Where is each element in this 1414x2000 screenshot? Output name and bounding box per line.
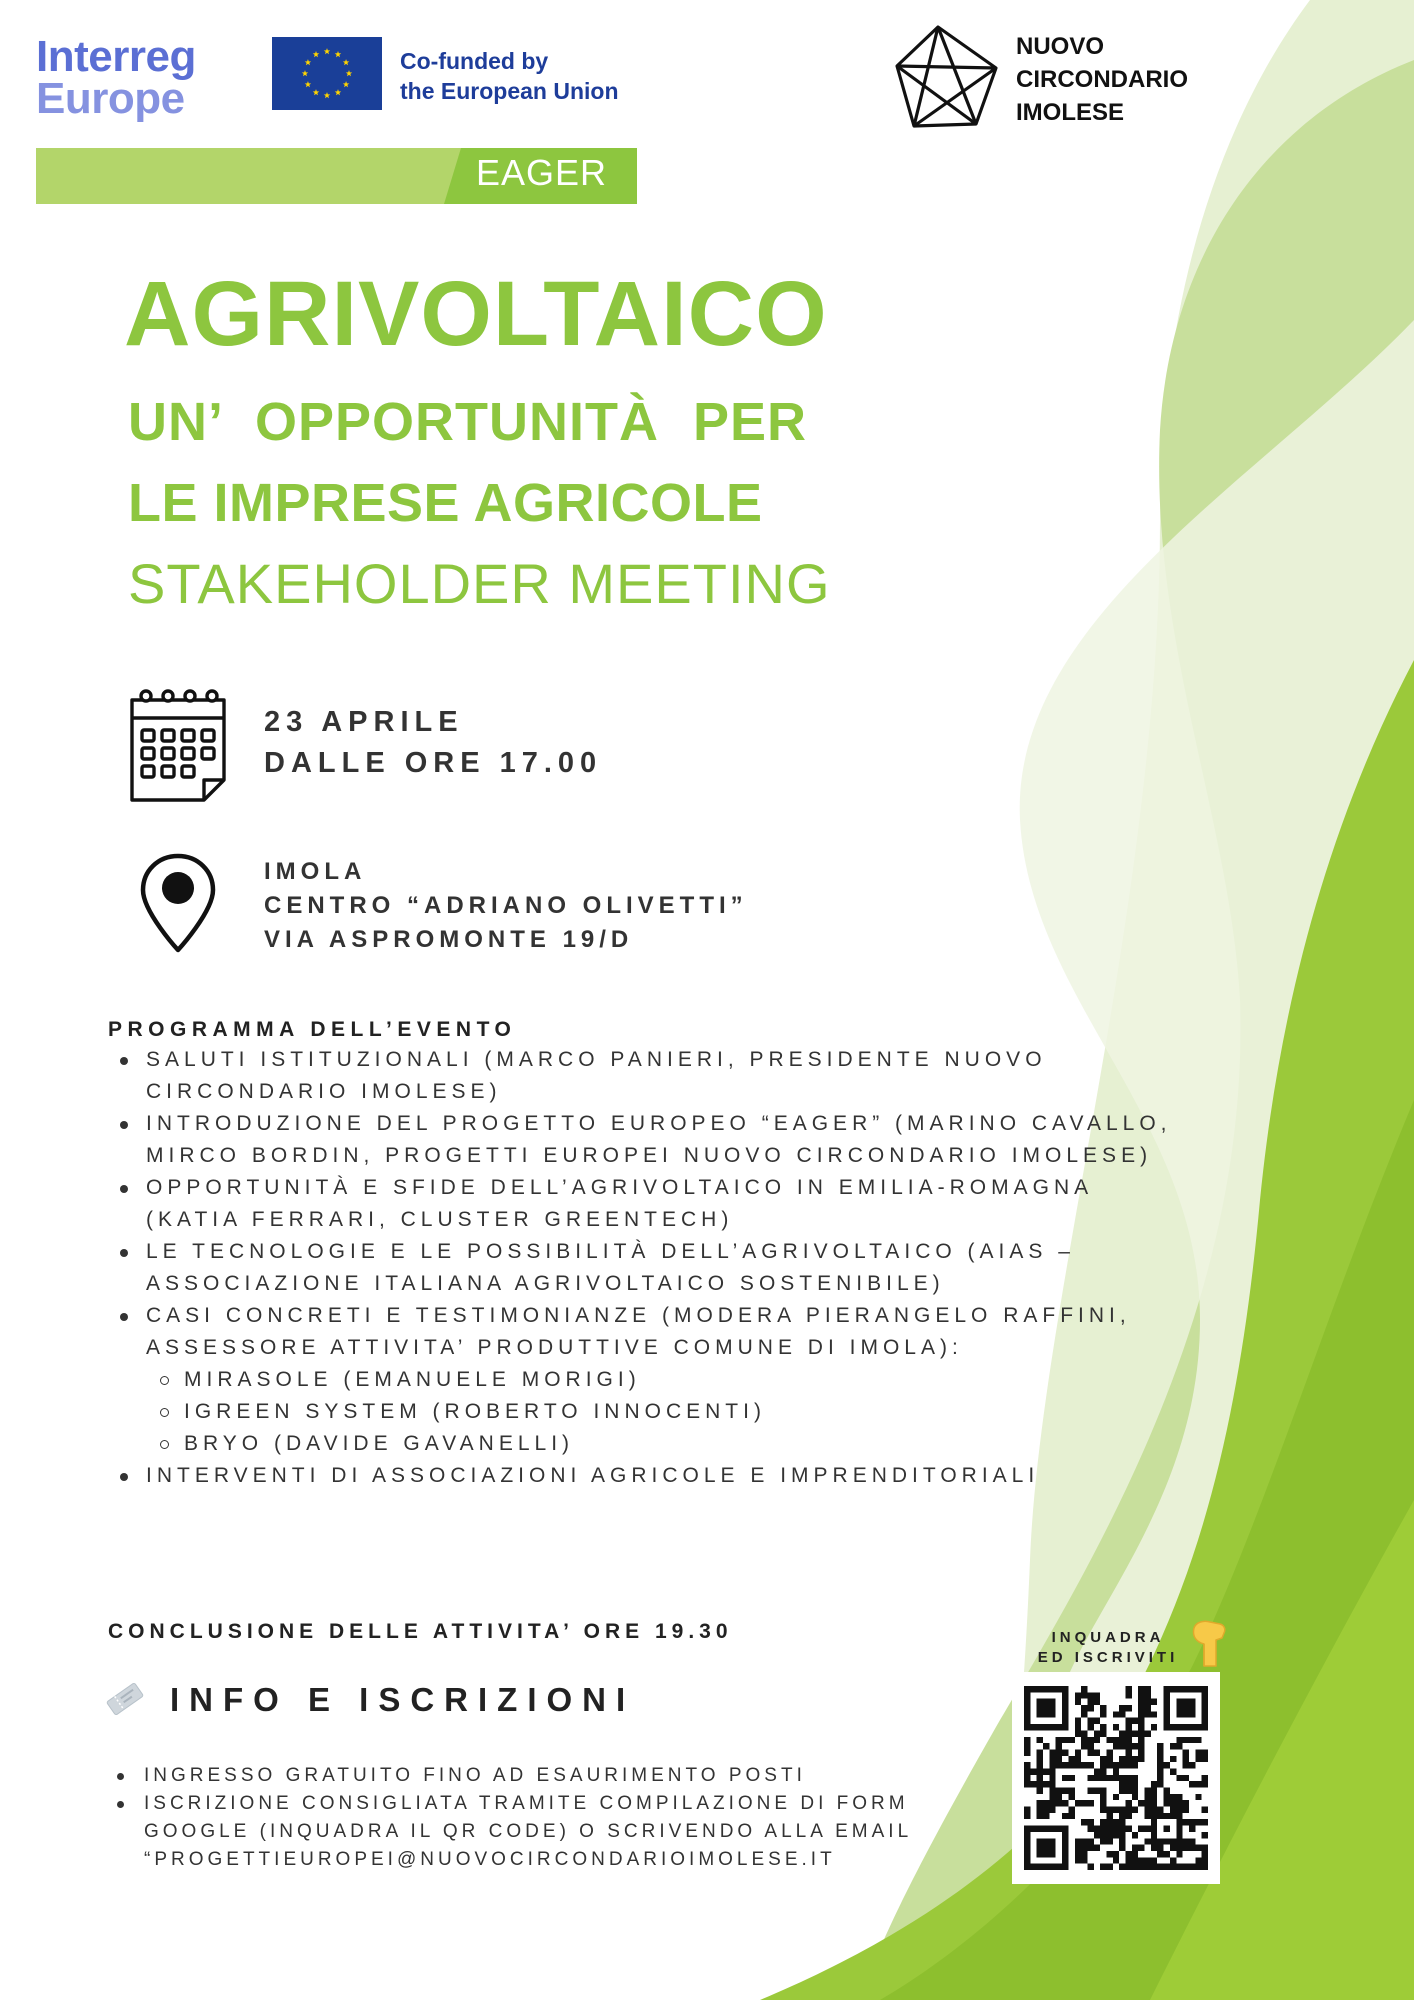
programme-item: CASI CONCRETI E TESTIMONIANZE (MODERA PIERANGELO RAFFINI, ASSESSORE ATTIVITA’ PRODUTTIVE COMUNE DI IMOLA): [114,1300,1174,1364]
programme-title: PROGRAMMA DELL’EVENTO [108,1018,517,1041]
info-item: ISCRIZIONE CONSIGLIATA TRAMITE COMPILAZIONE DI FORM GOOGLE (INQUADRA IL QR CODE) O SCRIVENDO ALLA EMAIL “PROGETTIEUROPEI@NUOVOCIRCONDARIOIMOLESE.IT [112,1790,912,1874]
org-line1: NUOVO [1016,33,1105,60]
cofunded-text [400,46,619,106]
programme-item: INTRODUZIONE DEL PROGETTO EUROPEO “EAGER” (MARINO CAVALLO, MIRCO BORDIN, PROGETTI EUROPEI NUOVO CIRCONDARIO IMOLESE) [114,1108,1174,1172]
europe-wordmark: Europe [36,73,185,123]
info-title: INFO E ISCRIZIONI [170,1681,636,1718]
eu-flag-icon [272,37,382,110]
event-location [264,855,748,957]
info-item: INGRESSO GRATUITO FINO AD ESAURIMENTO POSTI [112,1762,912,1790]
qr-label [1028,1628,1188,1668]
programme-list [114,1044,1174,1492]
programme-item: LE TECNOLOGIE E LE POSSIBILITÀ DELL’AGRIVOLTAICO (AIAS – ASSOCIAZIONE ITALIANA AGRIVOLTAICO SOSTENIBILE) [114,1236,1174,1300]
nuovo-circondario-logo-icon [894,24,1004,132]
programme-subitem: IGREEN SYSTEM (ROBERTO INNOCENTI) [114,1396,1174,1428]
main-title: AGRIVOLTAICO [124,263,828,365]
org-line3: IMOLESE [1016,99,1125,126]
programme-item: OPPORTUNITÀ E SFIDE DELL’AGRIVOLTAICO IN EMILIA-ROMAGNA (KATIA FERRARI, CLUSTER GREENTECH) [114,1172,1174,1236]
interreg-wordmark: Interreg [36,32,196,81]
programme-item: INTERVENTI DI ASSOCIAZIONI AGRICOLE E IMPRENDITORIALI [114,1460,1174,1492]
event-city: IMOLA [264,858,367,885]
event-time: DALLE ORE 17.00 [264,747,603,779]
programme-subitem: MIRASOLE (EMANUELE MORIGI) [114,1364,1174,1396]
qr-code-image [1024,1686,1208,1870]
event-day: 23 APRILE [264,706,464,738]
programme-subitem: BRYO (DAVIDE GAVANELLI) [114,1428,1174,1460]
info-list [112,1762,912,1874]
nuovo-circondario-wordmark [1016,30,1188,129]
eager-label: EAGER [476,152,608,193]
qr-code[interactable] [1012,1672,1220,1884]
qr-label-line1: INQUADRA [1051,1629,1165,1646]
cofunded-line2: the European Union [400,78,619,104]
subtitle-line2: LE IMPRESE AGRICOLE [128,473,763,533]
subtitle-line1: UN’ OPPORTUNITÀ PER [128,392,808,452]
interreg-logo [36,32,196,123]
ticket-icon [106,1680,144,1718]
calendar-icon [124,684,234,804]
pointing-hand-icon [1186,1614,1230,1670]
conclusion-text: CONCLUSIONE DELLE ATTIVITA’ ORE 19.30 [108,1620,733,1643]
org-line2: CIRCONDARIO [1016,66,1188,93]
event-date [264,702,602,784]
cofunded-line1: Co-funded by [400,48,549,74]
event-address: VIA ASPROMONTE 19/D [264,926,634,953]
subtitle-meeting: STAKEHOLDER MEETING [128,552,831,615]
event-venue: CENTRO “ADRIANO OLIVETTI” [264,892,748,919]
programme-item: SALUTI ISTITUZIONALI (MARCO PANIERI, PRESIDENTE NUOVO CIRCONDARIO IMOLESE) [114,1044,1174,1108]
qr-label-line2: ED ISCRIVITI [1037,1649,1179,1666]
map-pin-icon [138,852,218,956]
